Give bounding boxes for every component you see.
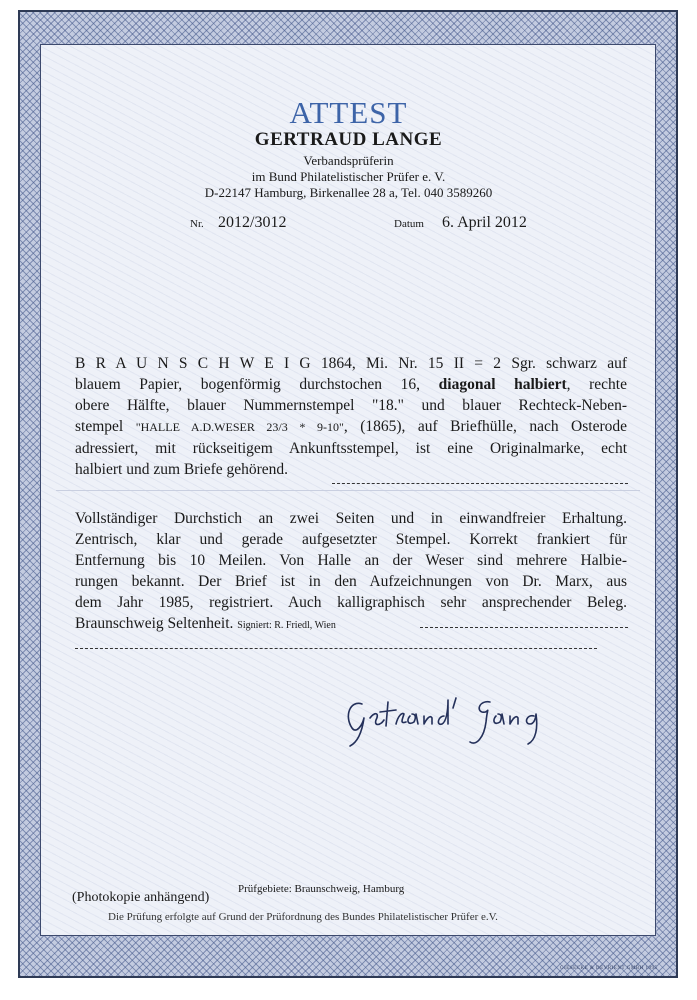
dash-filler bbox=[420, 627, 628, 628]
issuer-association: im Bund Philatelistischer Prüfer e. V. bbox=[251, 169, 446, 184]
issuer-name: GERTRAUD LANGE bbox=[254, 129, 443, 150]
condition-text: Zentrisch, klar und gerade aufgesetzter Stempel. Korrekt frankiert für bbox=[75, 531, 627, 548]
date-label: Datum bbox=[394, 218, 424, 230]
condition-text: Vollständiger Durchstich an zwei Seiten und in einwandfreier Erhaltung. bbox=[75, 510, 627, 527]
number-label: Nr. bbox=[190, 218, 204, 230]
description-text: halbiert und zum Briefe gehörend. bbox=[75, 461, 289, 478]
description-text: stempel bbox=[75, 418, 136, 435]
description-text: , (1865), auf Briefhülle, nach Osterode bbox=[343, 418, 627, 435]
description-place: B R A U N S C H W E I G bbox=[75, 355, 311, 372]
dash-filler bbox=[332, 483, 628, 484]
photocopy-note: (Photokopie anhängend) bbox=[72, 890, 210, 905]
item-description bbox=[75, 353, 627, 480]
condition-text: Braunschweig Seltenheit. bbox=[75, 615, 238, 632]
certificate-date: 6. April 2012 bbox=[442, 214, 527, 231]
description-text: adressiert, mit rückseitigem Ankunftsstempel, ist eine Originalmarke, echt bbox=[75, 440, 627, 457]
description-highlight: diagonal halbiert bbox=[438, 376, 567, 393]
issuer-role: Verbandsprüferin bbox=[303, 153, 394, 168]
signature-mark bbox=[340, 682, 580, 752]
condition-text: rungen bekannt. Der Brief ist in den Aufzeichnungen von Dr. Marx, aus bbox=[75, 573, 627, 590]
description-text: blauem Papier, bogenförmig durchstochen 16, bbox=[75, 376, 439, 393]
attest-title: ATTEST bbox=[289, 95, 408, 130]
issuer-address: D-22147 Hamburg, Birkenallee 28 a, Tel. 040 3589260 bbox=[204, 185, 493, 200]
description-text: , rechte bbox=[566, 376, 627, 393]
printer-imprint: GIESECKE & DEVRIENT GMBH 1995 bbox=[560, 966, 658, 971]
description-text: 1864, Mi. Nr. 15 II = 2 Sgr. schwarz auf bbox=[310, 355, 627, 372]
section-divider bbox=[56, 490, 640, 491]
signed-note: Signiert: R. Friedl, Wien bbox=[237, 620, 336, 631]
certificate-number: 2012/3012 bbox=[218, 214, 287, 231]
postmark-text: "HALLE A.D.WESER 23/3 * 9-10" bbox=[135, 420, 344, 434]
examination-notice: Die Prüfung erfolgte auf Grund der Prüfordnung des Bundes Philatelistischer Prüfer e.V. bbox=[108, 911, 498, 923]
dash-filler bbox=[75, 648, 597, 649]
test-areas: Prüfgebiete: Braunschweig, Hamburg bbox=[238, 883, 405, 895]
description-text: obere Hälfte, blauer Nummernstempel "18." und blauer Rechteck-Neben- bbox=[75, 397, 627, 414]
condition-text: Entfernung bis 10 Meilen. Von Halle an der Weser sind mehrere Halbie- bbox=[75, 552, 627, 569]
condition-text: dem Jahr 1985, registriert. Auch kalligraphisch sehr ansprechender Beleg. bbox=[75, 594, 627, 611]
condition-description bbox=[75, 508, 627, 636]
